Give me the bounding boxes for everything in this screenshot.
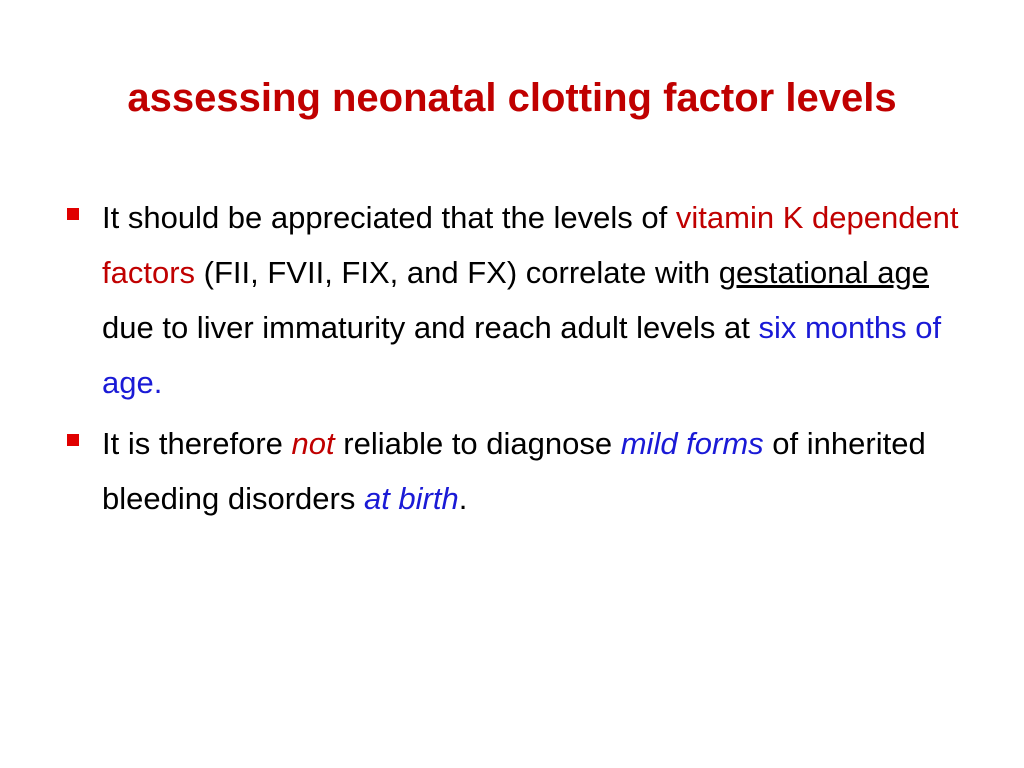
text-segment: It should be appreciated that the levels of xyxy=(102,200,676,235)
text-segment: It is therefore xyxy=(102,426,292,461)
text-segment: of inherited bleeding disorders xyxy=(102,426,926,516)
bullet-item xyxy=(66,416,966,526)
bullet-list xyxy=(66,190,966,532)
bullet-text xyxy=(102,200,959,400)
emphasis-not: not xyxy=(291,426,335,461)
text-segment: reliable to diagnose xyxy=(334,426,621,461)
bullet-item xyxy=(66,190,966,410)
text-segment: (FII, FVII, FIX, and FX) correlate with xyxy=(195,255,719,290)
emphasis-mild-forms: mild forms xyxy=(620,426,764,461)
square-bullet-icon xyxy=(67,434,79,446)
highlight-six-months: six months of age. xyxy=(102,310,942,400)
slide-title: assessing neonatal clotting factor levels xyxy=(127,76,897,120)
square-bullet-icon xyxy=(67,208,79,220)
text-segment: . xyxy=(458,481,468,516)
bullet-text xyxy=(102,426,926,516)
emphasis-at-birth: at birth xyxy=(363,481,459,516)
text-segment: due to liver immaturity and reach adult levels at xyxy=(102,310,759,345)
underlined-gestational-age: gestational age xyxy=(718,255,929,290)
highlight-vitamin-k: vitamin K dependent factors xyxy=(102,200,959,290)
